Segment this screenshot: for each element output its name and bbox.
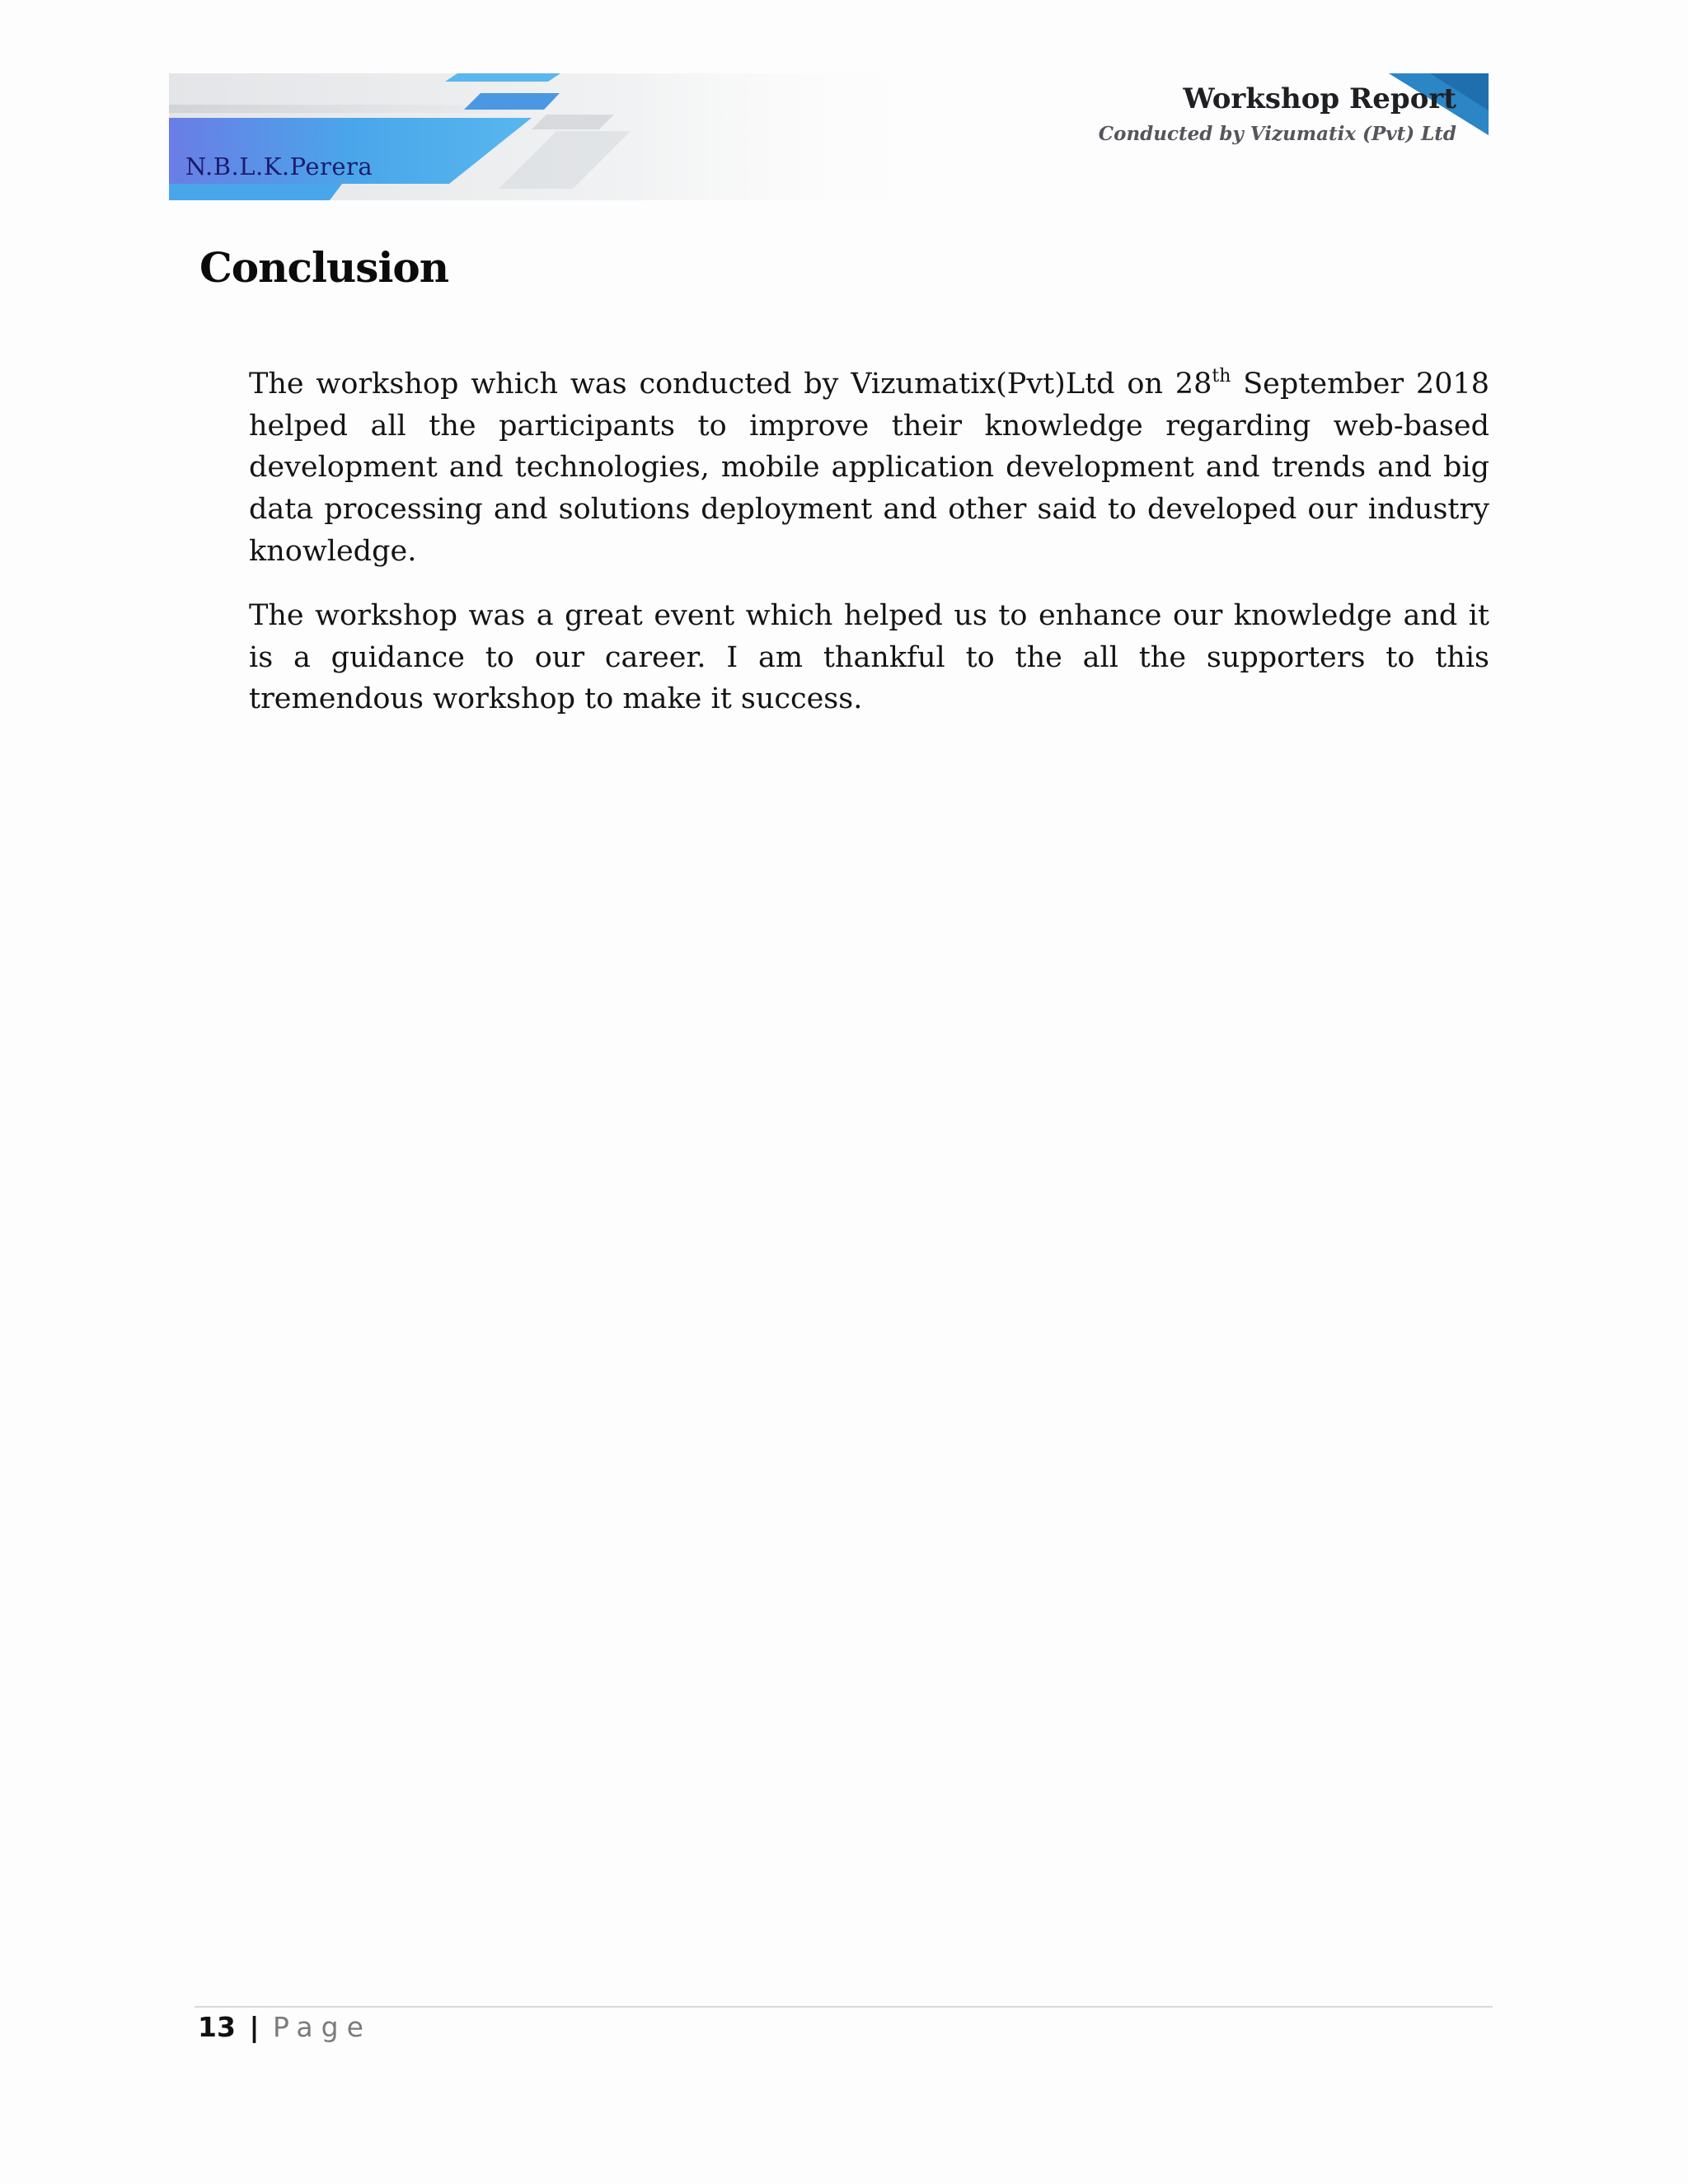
report-subtitle: Conducted by Vizumatix (Pvt) Ltd	[1098, 123, 1456, 145]
paragraph-1-text-start: The workshop which was conducted by Vizumatix(Pvt)Ltd on 28	[249, 368, 1212, 401]
author-name: N.B.L.K.Perera	[185, 152, 373, 180]
header-banner	[169, 73, 1489, 200]
ordinal-superscript: th	[1212, 366, 1231, 387]
footer-separator: |	[249, 2011, 260, 2043]
page-footer	[198, 2011, 372, 2043]
conclusion-paragraph-2: The workshop was a great event which helped us to enhance our knowledge and it is a guidance to our career. I am thankful to the all the supporters to this tremendous workshop to make it success.	[249, 599, 1489, 716]
paragraph-1-text-end: September 2018 helped all the participants to improve their knowledge regarding web-based development and technologies, mobile application development and trends and big data processing and solutions deployment and other said to developed our industry knowledge.	[249, 368, 1490, 568]
footer-divider	[195, 2006, 1493, 2008]
report-title: Workshop Report	[1183, 82, 1456, 115]
section-heading: Conclusion	[199, 243, 449, 292]
page-number: 13	[198, 2011, 236, 2043]
page-label: Page	[273, 2011, 372, 2043]
conclusion-paragraph-1	[249, 363, 1489, 573]
